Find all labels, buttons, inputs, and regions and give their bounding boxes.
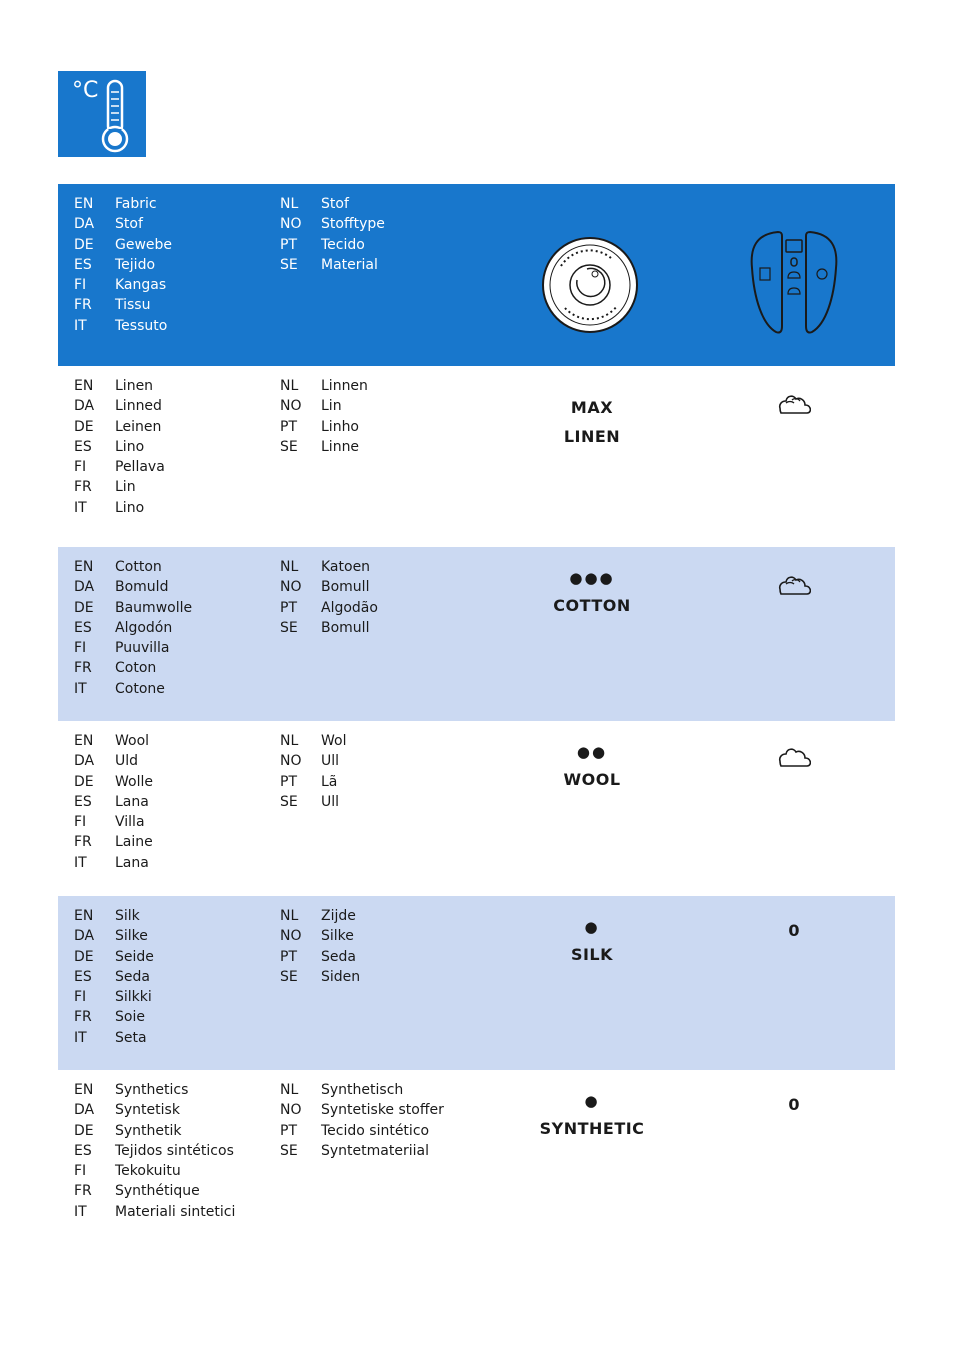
temperature-dial-icon: [541, 236, 639, 334]
list-item: EN Wool: [74, 733, 150, 749]
list-item: ES Lino: [74, 438, 145, 455]
list-item: EN Synthetics: [74, 1082, 189, 1098]
fabric-lang-left: [74, 906, 154, 1048]
list-item: ES Lana: [74, 793, 149, 810]
list-item: EN Silk: [74, 908, 140, 924]
steam-setting: [758, 721, 830, 773]
list-item: SE Bomull: [280, 619, 370, 636]
list-item: PT Tecido sintético: [280, 1122, 430, 1139]
list-item: NO Ull: [280, 753, 340, 770]
fabric-lang-left: [74, 731, 153, 873]
celsius-unit: °C: [72, 78, 99, 103]
list-item: FI Silkki: [74, 989, 152, 1006]
list-item: DE Gewebe: [74, 236, 173, 253]
temperature-dots: ●: [584, 918, 600, 936]
temperature-header-icon: [58, 71, 146, 157]
steam-selector-icon: [748, 228, 840, 336]
list-item: IT Lino: [74, 499, 145, 516]
setting-line1: MAX: [570, 398, 614, 417]
no-steam-label: 0: [788, 1095, 800, 1114]
list-item: SE Material: [280, 256, 378, 273]
fabric-row-cotton: [58, 547, 895, 721]
list-item: SE Syntetmateriial: [280, 1142, 429, 1159]
list-item: FI Tekokuitu: [74, 1163, 181, 1180]
list-item: NL Synthetisch: [280, 1082, 404, 1098]
list-item: PT Lã: [280, 773, 338, 790]
list-item: NO Silke: [280, 928, 354, 945]
header-lang-left: [74, 194, 172, 336]
list-item: NL Katoen: [280, 559, 371, 575]
setting-line2: LINEN: [563, 427, 621, 446]
list-item: NO Syntetiske stoffer: [280, 1102, 444, 1119]
list-item: SE Linne: [280, 438, 360, 455]
fabric-row-linen: [58, 366, 895, 547]
header-lang-right: [280, 194, 385, 275]
list-item: DA Linned: [74, 398, 162, 415]
list-item: FR Laine: [74, 834, 153, 851]
temperature-setting: [506, 366, 678, 447]
list-item: EN Cotton: [74, 559, 162, 575]
list-item: NL Linnen: [280, 378, 368, 394]
list-item: EN Linen: [74, 378, 154, 394]
list-item: DE Wolle: [74, 773, 153, 790]
steam-setting: [758, 547, 830, 601]
list-item: ES Tejido: [74, 256, 156, 273]
list-item: ES Algodón: [74, 619, 173, 636]
temperature-dots: ●●●: [569, 569, 615, 587]
list-item: NL Stof: [280, 196, 349, 212]
steam-setting: [758, 366, 830, 420]
fabric-lang-right: [280, 906, 360, 987]
list-item: FI Villa: [74, 814, 145, 831]
max-steam-cloud-icon: [777, 573, 811, 597]
list-item: ES Tejidos sintéticos: [74, 1142, 234, 1159]
setting-name: WOOL: [563, 770, 621, 789]
list-item: IT Cotone: [74, 680, 165, 697]
temperature-dots: ●: [584, 1092, 600, 1110]
list-item: NO Lin: [280, 398, 342, 415]
list-item: IT Lana: [74, 854, 149, 871]
list-item: PT Linho: [280, 418, 360, 435]
setting-name: SILK: [570, 945, 614, 964]
list-item: NL Zijde: [280, 908, 356, 924]
header-row: [58, 184, 895, 366]
list-item: NO Stofftype: [280, 216, 385, 233]
list-item: FR Coton: [74, 660, 157, 677]
list-item: FR Soie: [74, 1009, 145, 1026]
setting-name: SYNTHETIC: [539, 1119, 645, 1138]
fabric-lang-left: [74, 376, 165, 518]
list-item: EN Fabric: [74, 196, 157, 212]
list-item: NO Bomull: [280, 579, 370, 596]
list-item: FI Kangas: [74, 277, 167, 294]
list-item: IT Tessuto: [74, 317, 168, 334]
fabric-lang-right: [280, 731, 346, 812]
list-item: PT Algodão: [280, 599, 378, 616]
list-item: DE Synthetik: [74, 1122, 182, 1139]
list-item: FR Synthétique: [74, 1183, 200, 1200]
list-item: SE Siden: [280, 968, 361, 985]
min-steam-cloud-icon: [777, 747, 811, 769]
list-item: FR Tissu: [74, 297, 151, 314]
steam-setting: [758, 1070, 830, 1114]
fabric-lang-right: [280, 557, 378, 638]
list-item: DE Leinen: [74, 418, 162, 435]
temperature-setting: [506, 896, 678, 965]
list-item: DA Syntetisk: [74, 1102, 180, 1119]
temperature-setting: [506, 721, 678, 790]
list-item: DE Baumwolle: [74, 599, 193, 616]
list-item: FR Lin: [74, 479, 136, 496]
list-item: DE Seide: [74, 948, 154, 965]
fabric-lang-left: [74, 557, 192, 699]
list-item: PT Seda: [280, 948, 356, 965]
fabric-lang-right: [280, 376, 368, 457]
list-item: IT Seta: [74, 1029, 147, 1046]
fabric-row-wool: [58, 721, 895, 896]
list-item: FI Puuvilla: [74, 640, 170, 657]
steam-setting: [758, 896, 830, 940]
temperature-setting: [506, 547, 678, 616]
list-item: DA Silke: [74, 928, 148, 945]
setting-name: COTTON: [553, 596, 631, 615]
no-steam-label: 0: [788, 921, 800, 940]
list-item: IT Materiali sintetici: [74, 1203, 236, 1220]
thermometer-icon: [58, 71, 146, 157]
fabric-lang-left: [74, 1080, 235, 1222]
fabric-lang-right: [280, 1080, 444, 1161]
list-item: FI Pellava: [74, 459, 165, 476]
temperature-dots: ●●: [576, 743, 608, 761]
temperature-setting: [506, 1070, 678, 1139]
list-item: NL Wol: [280, 733, 347, 749]
list-item: SE Ull: [280, 793, 340, 810]
fabric-row-silk: [58, 896, 895, 1070]
list-item: DA Bomuld: [74, 579, 169, 596]
list-item: ES Seda: [74, 968, 150, 985]
list-item: PT Tecido: [280, 236, 365, 253]
fabric-row-synthetic: [58, 1070, 895, 1250]
list-item: DA Uld: [74, 753, 139, 770]
list-item: DA Stof: [74, 216, 143, 233]
max-steam-cloud-icon: [777, 392, 811, 416]
